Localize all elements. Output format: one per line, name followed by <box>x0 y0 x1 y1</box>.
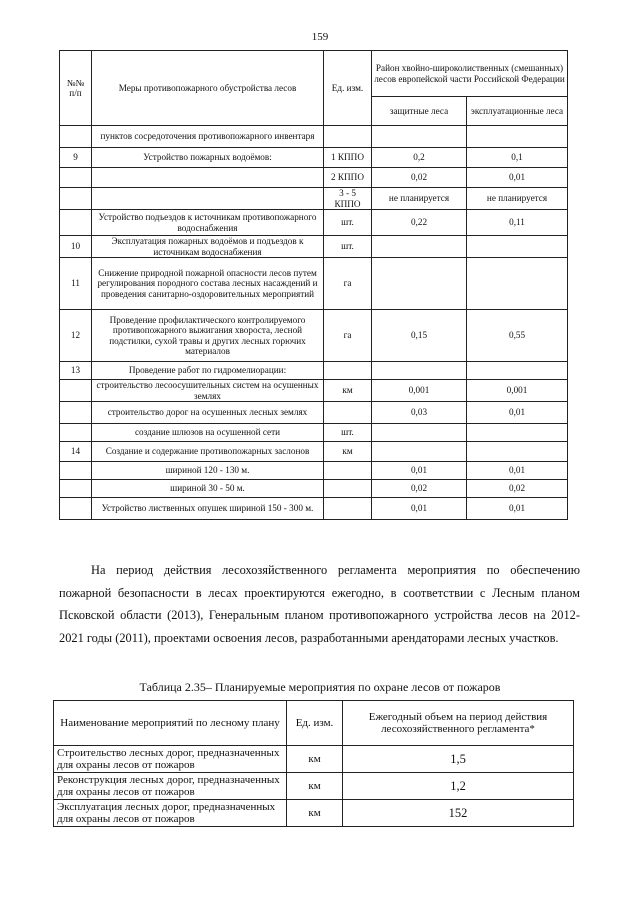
row-exploitation: 0,02 <box>467 480 568 498</box>
planned-measures-table <box>53 700 574 827</box>
row-protective <box>372 362 467 380</box>
row-protective <box>372 236 467 258</box>
row-exploitation <box>467 424 568 442</box>
row-unit: км <box>287 800 343 827</box>
table-row <box>60 424 568 442</box>
body-paragraph: На период действия лесохозяйственного регламента мероприятия по обеспечению пожарной безопасности в лесах проектируются ежегодно, в соответствии с Лесным планом Псковской области (2013), Генеральным планом противопожарного устройства лесов на 2012-2021 годы (2011), проектами освоения лесов, разработанными арендаторами лесных участков. <box>59 563 580 645</box>
row-num: 13 <box>60 362 92 380</box>
fire-measures-table <box>59 50 568 520</box>
row-num <box>60 424 92 442</box>
row-unit: шт. <box>324 210 372 236</box>
table-row <box>60 236 568 258</box>
row-exploitation <box>467 442 568 462</box>
row-exploitation: не планируется <box>467 188 568 210</box>
header-measure: Меры противопожарного обустройства лесов <box>92 51 324 126</box>
row-protective: 0,2 <box>372 148 467 168</box>
header-volume: Ежегодный объем на период действия лесохозяйственного регламента* <box>343 701 574 746</box>
row-measure <box>92 188 324 210</box>
row-measure: Создание и содержание противопожарных заслонов <box>92 442 324 462</box>
row-exploitation: 0,01 <box>467 168 568 188</box>
row-unit: км <box>324 442 372 462</box>
row-unit: га <box>324 258 372 310</box>
row-name: Строительство лесных дорог, предназначенных для охраны лесов от пожаров <box>54 746 287 773</box>
row-unit: км <box>324 380 372 402</box>
header-num: №№ п/п <box>60 51 92 126</box>
row-protective <box>372 442 467 462</box>
row-exploitation: 0,1 <box>467 148 568 168</box>
row-unit <box>324 402 372 424</box>
row-unit <box>324 362 372 380</box>
row-measure: шириной 120 - 130 м. <box>92 462 324 480</box>
row-unit: га <box>324 310 372 362</box>
row-measure: Устройство пожарных водоёмов: <box>92 148 324 168</box>
row-measure: Снижение природной пожарной опасности лесов путем регулирования породного состава лесных насаждений и проведения санитарно-оздоровительных мероприятий <box>92 258 324 310</box>
row-unit: 3 - 5 КППО <box>324 188 372 210</box>
row-num: 11 <box>60 258 92 310</box>
row-unit: шт. <box>324 236 372 258</box>
row-num: 12 <box>60 310 92 362</box>
header-unit: Ед. изм. <box>287 701 343 746</box>
header-protective: защитные леса <box>372 97 467 126</box>
row-value: 1,2 <box>343 773 574 800</box>
row-num <box>60 498 92 520</box>
header-region: Район хвойно-широколиственных (смешанных) лесов европейской части Российской Федерации <box>372 51 568 97</box>
table-row <box>60 126 568 148</box>
row-num: 10 <box>60 236 92 258</box>
row-protective <box>372 424 467 442</box>
row-protective: 0,15 <box>372 310 467 362</box>
row-exploitation: 0,01 <box>467 402 568 424</box>
row-exploitation: 0,11 <box>467 210 568 236</box>
row-measure: Проведение профилактического контролируемого противопожарного выжигания хвороста, лесной подстилки, сухой травы и других лесных горючих материалов <box>92 310 324 362</box>
row-num <box>60 402 92 424</box>
row-measure: создание шлюзов на осушенной сети <box>92 424 324 442</box>
row-unit <box>324 480 372 498</box>
row-measure: Эксплуатация пожарных водоёмов и подъездов к источникам водоснабжения <box>92 236 324 258</box>
row-unit: 1 КППО <box>324 148 372 168</box>
row-exploitation: 0,01 <box>467 498 568 520</box>
row-unit <box>324 462 372 480</box>
row-exploitation: 0,001 <box>467 380 568 402</box>
row-num <box>60 462 92 480</box>
row-protective: 0,22 <box>372 210 467 236</box>
table-row <box>60 380 568 402</box>
row-measure: Устройство лиственных опушек шириной 150 - 300 м. <box>92 498 324 520</box>
row-num <box>60 188 92 210</box>
table-row <box>60 498 568 520</box>
row-measure: строительство лесоосушительных систем на осушенных землях <box>92 380 324 402</box>
table-row <box>60 310 568 362</box>
table-row <box>60 210 568 236</box>
table-row <box>60 148 568 168</box>
table-row <box>60 188 568 210</box>
table-row <box>54 746 574 773</box>
row-name: Реконструкция лесных дорог, предназначенных для охраны лесов от пожаров <box>54 773 287 800</box>
row-num: 14 <box>60 442 92 462</box>
row-measure: Проведение работ по гидромелиорации: <box>92 362 324 380</box>
page-number: 159 <box>311 31 329 43</box>
row-measure: пунктов сосредоточения противопожарного инвентаря <box>92 126 324 148</box>
row-num <box>60 168 92 188</box>
row-value: 1,5 <box>343 746 574 773</box>
row-unit: шт. <box>324 424 372 442</box>
row-protective <box>372 126 467 148</box>
table-row <box>60 402 568 424</box>
row-value: 152 <box>343 800 574 827</box>
header-unit: Ед. изм. <box>324 51 372 126</box>
row-protective: 0,01 <box>372 498 467 520</box>
row-unit: км <box>287 746 343 773</box>
row-exploitation: 0,01 <box>467 462 568 480</box>
table-caption: Таблица 2.35– Планируемые мероприятия по охране лесов от пожаров <box>139 680 501 694</box>
row-num <box>60 380 92 402</box>
header-name: Наименование мероприятий по лесному плану <box>54 701 287 746</box>
row-num <box>60 210 92 236</box>
row-protective <box>372 258 467 310</box>
row-unit <box>324 498 372 520</box>
row-protective: 0,01 <box>372 462 467 480</box>
row-protective: не планируется <box>372 188 467 210</box>
row-unit: км <box>287 773 343 800</box>
table-row <box>60 258 568 310</box>
row-num <box>60 480 92 498</box>
row-num <box>60 126 92 148</box>
row-measure: Устройство подъездов к источникам противопожарного водоснабжения <box>92 210 324 236</box>
row-exploitation <box>467 236 568 258</box>
table-row <box>60 442 568 462</box>
row-exploitation: 0,55 <box>467 310 568 362</box>
row-protective: 0,02 <box>372 480 467 498</box>
row-exploitation <box>467 258 568 310</box>
row-measure: шириной 30 - 50 м. <box>92 480 324 498</box>
row-exploitation <box>467 362 568 380</box>
row-measure: строительство дорог на осушенных лесных землях <box>92 402 324 424</box>
row-protective: 0,001 <box>372 380 467 402</box>
table-row <box>60 480 568 498</box>
table-row <box>60 168 568 188</box>
row-name: Эксплуатация лесных дорог, предназначенных для охраны лесов от пожаров <box>54 800 287 827</box>
table-row <box>54 773 574 800</box>
header-exploitation: эксплуатационные леса <box>467 97 568 126</box>
table-row <box>60 362 568 380</box>
row-unit: 2 КППО <box>324 168 372 188</box>
table-row <box>54 800 574 827</box>
row-exploitation <box>467 126 568 148</box>
row-protective: 0,02 <box>372 168 467 188</box>
row-protective: 0,03 <box>372 402 467 424</box>
row-unit <box>324 126 372 148</box>
row-measure <box>92 168 324 188</box>
table-row <box>60 462 568 480</box>
row-num: 9 <box>60 148 92 168</box>
